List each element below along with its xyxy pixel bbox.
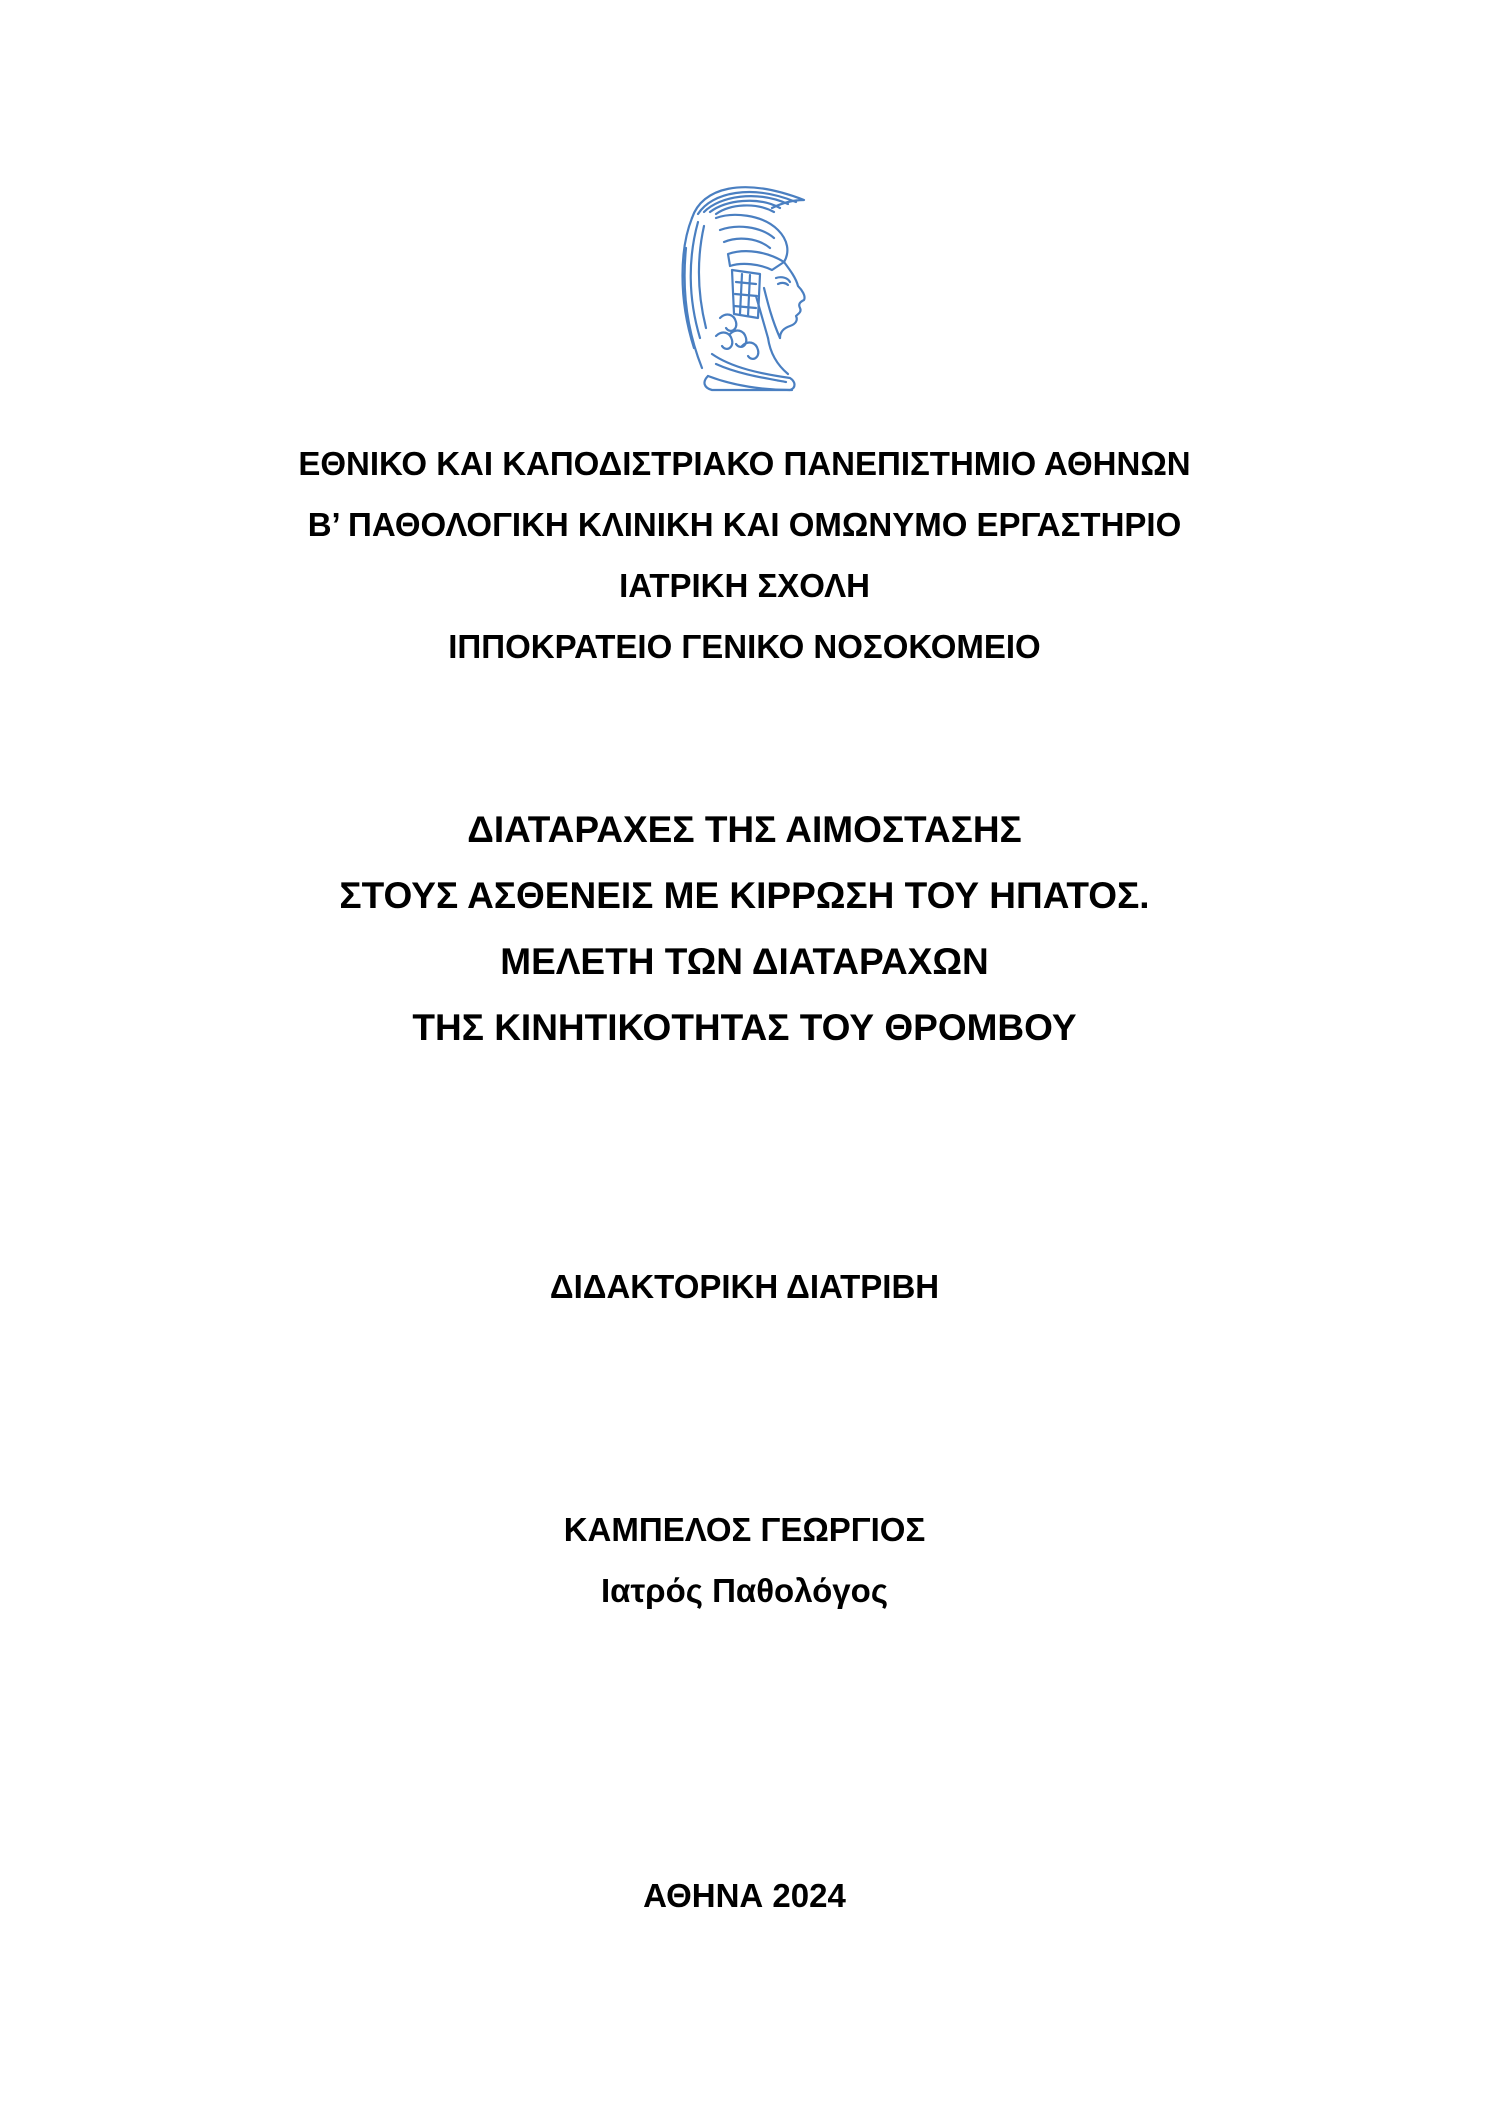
thesis-title-line-4: ΤΗΣ ΚΙΝΗΤΙΚΟΤΗΤΑΣ ΤΟΥ ΘΡΟΜΒΟΥ xyxy=(412,1007,1077,1048)
place-and-year: ΑΘΗΝΑ 2024 xyxy=(643,1877,846,1914)
university-athena-logo xyxy=(672,178,816,392)
thesis-title-line-3: ΜΕΛΕΤΗ ΤΩΝ ΔΙΑΤΑΡΑΧΩΝ xyxy=(500,941,989,982)
thesis-title-line-1: ΔΙΑΤΑΡΑΧΕΣ ΤΗΣ ΑΙΜΟΣΤΑΣΗΣ xyxy=(467,809,1022,850)
thesis-title-line-2: ΣΤΟΥΣ ΑΣΘΕΝΕΙΣ ΜΕ ΚΙΡΡΩΣΗ ΤΟΥ ΗΠΑΤΟΣ. xyxy=(339,875,1150,916)
institution-line-university: ΕΘΝΙΚΟ ΚΑΙ ΚΑΠΟΔΙΣΤΡΙΑΚΟ ΠΑΝΕΠΙΣΤΗΜΙΟ ΑΘΗΝΩΝ xyxy=(298,445,1191,482)
document-type: ΔΙΔΑΚΤΟΡΙΚΗ ΔΙΑΤΡΙΒΗ xyxy=(549,1268,940,1305)
institution-line-hospital: ΙΠΠΟΚΡΑΤΕΙΟ ΓΕΝΙΚΟ ΝΟΣΟΚΟΜΕΙΟ xyxy=(448,628,1041,665)
institution-line-school: ΙΑΤΡΙΚΗ ΣΧΟΛΗ xyxy=(619,567,870,604)
author-name: ΚΑΜΠΕΛΟΣ ΓΕΩΡΓΙΟΣ xyxy=(563,1511,926,1548)
author-role: Ιατρός Παθολόγος xyxy=(601,1572,888,1609)
institution-line-clinic: Β’ ΠΑΘΟΛΟΓΙΚΗ ΚΛΙΝΙΚΗ ΚΑΙ ΟΜΩΝΥΜΟ ΕΡΓΑΣΤΗΡΙΟ xyxy=(307,506,1182,543)
